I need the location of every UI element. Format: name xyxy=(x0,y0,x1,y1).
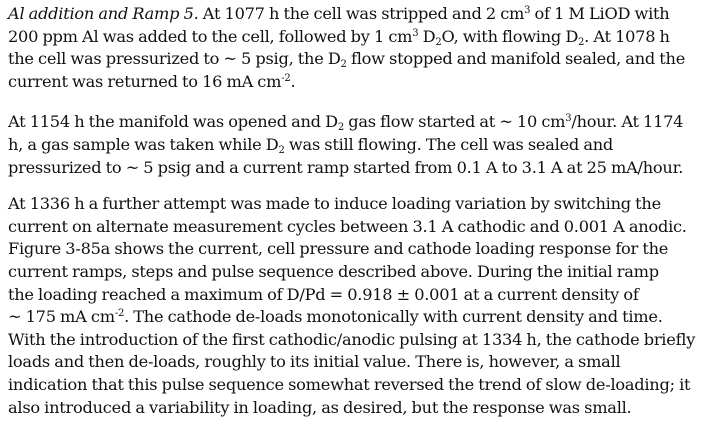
text-run: h, a gas sample was taken while D xyxy=(8,134,279,154)
superscript: 3 xyxy=(565,113,572,125)
text-line: the loading reached a maximum of D/Pd = 0.918 ± 0.001 at a current density of xyxy=(8,284,639,304)
paragraph-al-addition xyxy=(8,3,715,93)
text-run: flow stopped and manifold sealed, and the xyxy=(346,49,686,69)
text-run: . The cathode de-loads monotonically with current density and time. xyxy=(124,307,663,327)
text-line xyxy=(8,3,715,26)
text-line: Figure 3-85a shows the current, cell pressure and cathode loading response for the xyxy=(8,239,669,259)
text-line: loads and then de-loads, roughly to its initial value. There is, however, a small xyxy=(8,352,621,372)
text-line xyxy=(8,48,715,71)
text-run: At 1077 h the cell was stripped and 2 cm xyxy=(198,4,525,23)
subscript: 2 xyxy=(340,59,347,71)
paragraph-spacer xyxy=(8,93,715,111)
text-run: At 1154 h the manifold was opened and D xyxy=(8,112,338,132)
text-line: With the introduction of the first cathodic/anodic pulsing at 1334 h, the cathode briefly xyxy=(8,329,696,349)
text-run: ~ 175 mA cm xyxy=(8,307,115,327)
text-line xyxy=(8,111,715,134)
text-run: D xyxy=(418,26,436,46)
section-title: Al addition and Ramp 5. xyxy=(8,4,199,23)
subscript: 2 xyxy=(435,36,442,48)
superscript: -2 xyxy=(281,72,291,84)
subscript: 2 xyxy=(337,122,344,134)
subscript: 2 xyxy=(578,36,585,48)
text-line xyxy=(8,134,715,157)
text-line: At 1336 h a further attempt was made to induce loading variation by switching the xyxy=(8,194,661,214)
subscript: 2 xyxy=(278,144,285,156)
text-line: indication that this pulse sequence somewhat reversed the trend of slow de-loading; it xyxy=(8,374,691,394)
text-run: of 1 M LiOD with xyxy=(530,4,670,23)
paragraph-gas-flow xyxy=(8,111,715,179)
text-line: current ramps, steps and pulse sequence described above. During the initial ramp xyxy=(8,261,659,281)
text-line: current on alternate measurement cycles between 3.1 A cathodic and 0.001 A anodic. xyxy=(8,216,687,236)
paragraph-loading-variation xyxy=(8,193,715,419)
text-run: gas flow started at ~ 10 cm xyxy=(343,112,566,132)
text-line: also introduced a variability in loading, as desired, but the response was small. xyxy=(8,397,632,417)
text-run: O, with flowing D xyxy=(441,26,579,46)
text-run: /hour. At 1174 xyxy=(571,112,684,132)
text-run: was still flowing. The cell was sealed and xyxy=(284,134,614,154)
superscript: 3 xyxy=(524,5,531,16)
superscript: 3 xyxy=(412,27,419,39)
text-line xyxy=(8,71,715,94)
text-line xyxy=(8,306,715,329)
superscript: -2 xyxy=(114,308,125,320)
text-run: . At 1078 h xyxy=(584,26,670,46)
text-run: 200 ppm Al was added to the cell, followed by 1 cm xyxy=(8,26,413,46)
text-line xyxy=(8,26,715,49)
paragraph-spacer xyxy=(8,179,715,193)
text-run: . xyxy=(290,71,296,91)
text-run: the cell was pressurized to ~ 5 psig, the D xyxy=(8,49,341,69)
text-run: current was returned to 16 mA cm xyxy=(8,71,282,91)
text-line: pressurized to ~ 5 psig and a current ramp started from 0.1 A to 3.1 A at 25 mA/hour. xyxy=(8,157,684,177)
